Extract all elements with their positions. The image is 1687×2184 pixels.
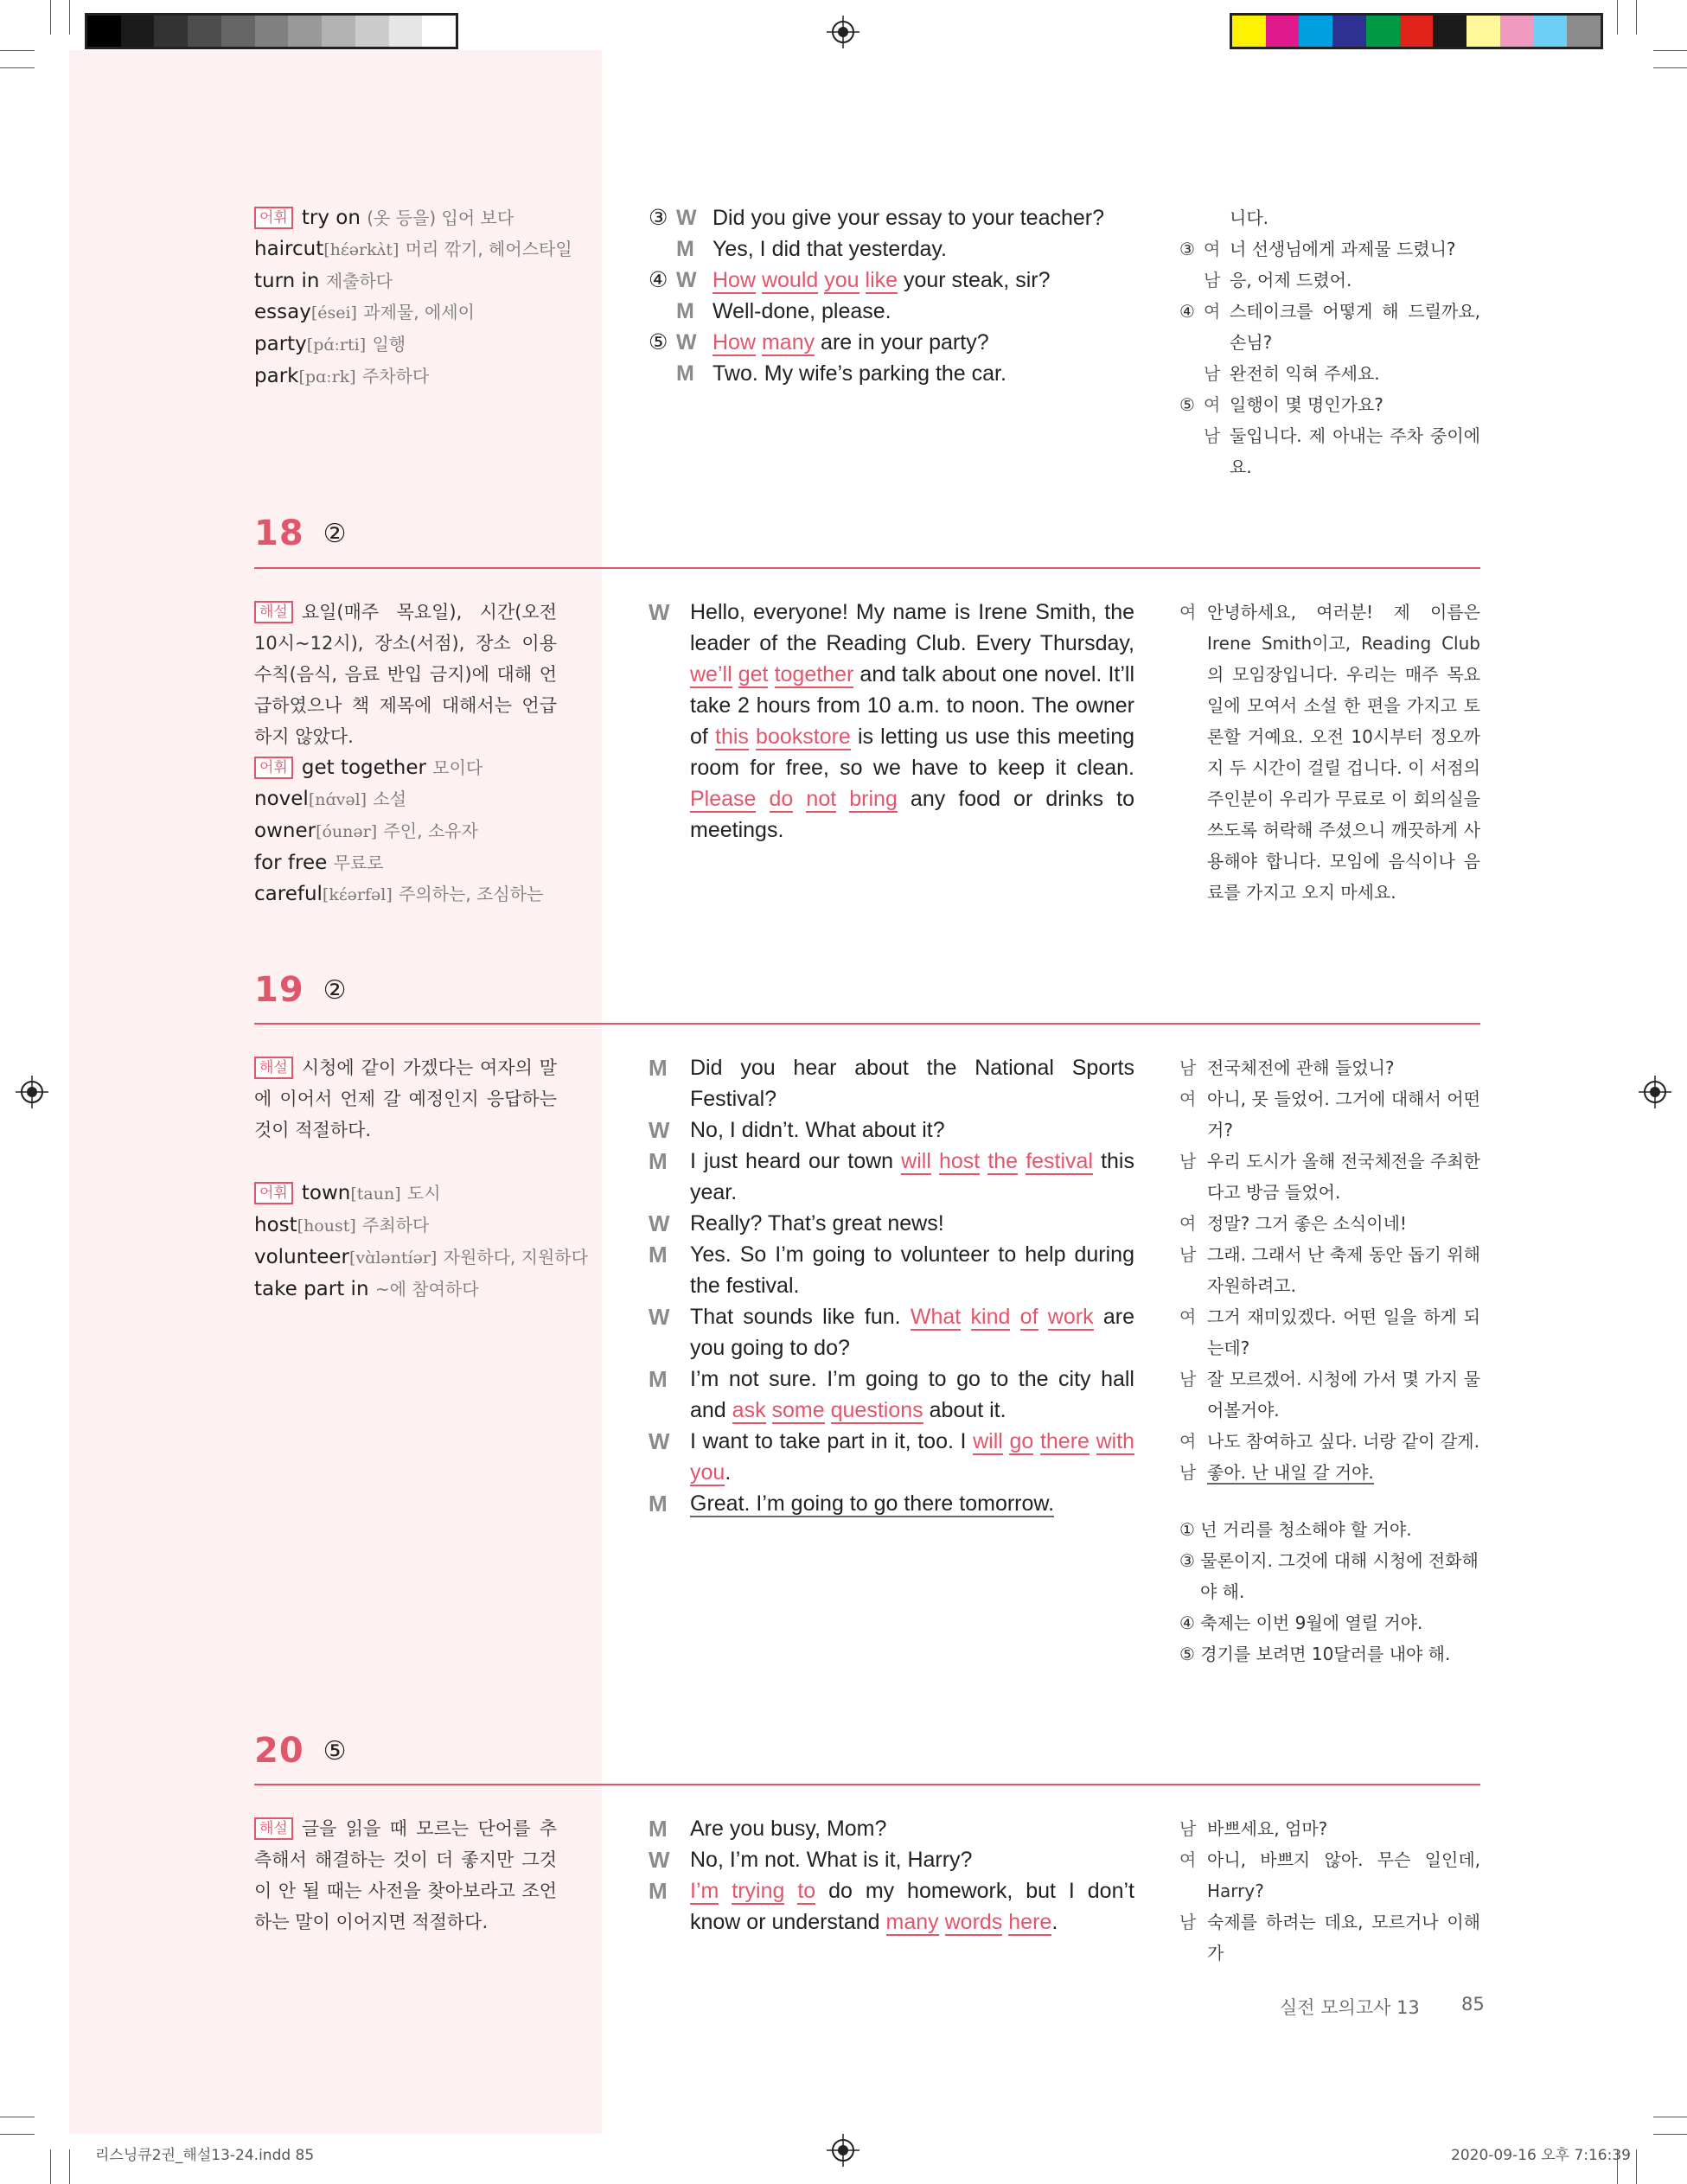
line-text: Really? That’s great news! [690,1211,944,1236]
line-text: 잘 모르겠어. 시청에 가서 몇 가지 물어볼거야. [1207,1369,1480,1421]
line-text: Two. My wife’s parking the car. [713,361,1006,386]
vocab-row [254,361,572,393]
highlighted-word: together [774,662,854,686]
korean-line [1179,1906,1480,1969]
q18-monologue: Hello, everyone! My name is Irene Smith, the leader of the Reading Club. Every Thursday, we’ll get together and talk about one novel. It’ll take 2 hours from 10 a.m. to noon. The owner of this bookstore is letting us use this meeting room for free, so we have to keep it clean. Please do not bring any food or drinks to meetings. [690,600,1134,842]
q20-rule [254,1784,1480,1785]
q19-vocab [254,1178,588,1305]
korean-line [1179,265,1480,296]
line-text: 응, 어제 드렸어. [1230,270,1352,291]
q18-header [254,514,347,553]
vocab-row [254,297,572,329]
vocab-pronunciation: [ései] [310,303,357,322]
vocab-word: owner [254,820,316,842]
line-text: Well-done, please. [713,299,891,323]
line-text: I’m trying to do my homework, but I don’t know or understand many words here. [690,1879,1134,1934]
vocab-meaning: 모이다 [432,757,483,778]
vocab-row [254,1178,588,1210]
swatch [1400,16,1434,47]
vocab-word: take part in [254,1278,369,1300]
vocab-word: town [301,1182,351,1204]
vocab-meaning: 일행 [372,334,406,354]
swatch [1299,16,1332,47]
speaker: M [649,1366,668,1392]
q19-dialogue [649,1052,1134,1519]
q18-answer: ② [323,518,347,549]
vocab-pronunciation: [kɛ́ərfəl] [322,885,393,904]
vocab-word: volunteer [254,1246,350,1268]
line-text: 스테이크를 어떻게 해 드릴까요, 손님? [1230,301,1480,353]
highlighted-word: get [738,662,769,686]
q19-rule [254,1023,1480,1025]
line-text: 숙제를 하려는 데요, 모르거나 이해가 [1207,1912,1480,1964]
vocab-row [254,1210,588,1242]
vocab-word: try on [301,207,361,229]
dialogue-line [649,1813,1134,1844]
q18-kr-text: 안녕하세요, 여러분! 제 이름은 Irene Smith이고, Reading Club의 모임장입니다. 우리는 매주 목요일에 모여서 소설 한 편을 가지고 토론할 거예요. 오전 10시부터 정오까지 두 시간이 걸릴 겁니다. 이 서점의 주인분이 우리가 무료로 이 회의실을 쓰도록 허락해 주셨으니 깨끗하게 사용해야 합니다. 모임에 음식이나 음료를 가지고 오지 마세요. [1207,602,1480,903]
speaker: 여 [1179,1431,1197,1452]
answer-line: Great. I’m going to go there tomorrow. [690,1491,1055,1516]
line-text [690,1491,1054,1517]
color-calibration-bar [1230,13,1603,49]
vocab-pronunciation: [pɑːrk] [298,367,356,386]
top-dialogue [649,202,1134,389]
q19-expl-tag: 해설 [254,1057,293,1079]
swatch [322,16,355,47]
korean-line [1179,1052,1480,1083]
vocab-word: park [254,365,299,387]
dialogue-line [649,1146,1134,1208]
q20-number: 20 [254,1731,304,1771]
choice-number: ⑤ [649,330,668,354]
line-text: 너 선생님에게 과제물 드렸니? [1230,239,1456,259]
speaker: 남 [1204,270,1221,291]
q19-explanation [254,1052,557,1146]
crop-mark [69,0,70,35]
highlighted-word: questions [830,1398,923,1422]
dialogue-line [649,358,1134,389]
swatch [1433,16,1467,47]
speaker: 여 [1179,1089,1197,1109]
dialogue-line [649,1363,1134,1426]
crop-mark [50,0,51,35]
dialogue-line [649,327,1134,358]
speaker: 남 [1179,1151,1197,1172]
vocab-meaning: 주의하는, 조심하는 [399,884,544,904]
registration-mark-top [827,16,859,48]
vocab-pronunciation: [óunər] [316,822,378,841]
korean-line [1179,1301,1480,1363]
option-translation: ① 넌 거리를 청소해야 할 거야. [1179,1519,1412,1540]
vocab-pronunciation: [vɑ̀ləntíər] [349,1248,438,1268]
q18-number: 18 [254,514,304,553]
vocab-row [254,815,543,847]
choice-number: ③ [1179,239,1195,259]
vocab-meaning: ~에 참여하다 [374,1279,479,1300]
korean-line [1179,1844,1480,1906]
line-text: Yes. So I’m going to volunteer to help during the festival. [690,1242,1134,1298]
print-file-name: 리스닝큐2권_해설13-24.indd 85 [95,2147,315,2164]
korean-line [1179,1146,1480,1208]
speaker: M [649,1148,668,1174]
highlighted-word: work [1047,1305,1094,1329]
vocab-meaning: 도시 [406,1183,441,1204]
swatch [121,16,155,47]
dialogue-line [649,1239,1134,1301]
q20-expl-text: 글을 읽을 때 모르는 단어를 추측해서 해결하는 것이 더 좋지만 그것이 안 될 때는 사전을 찾아보라고 조언하는 말이 이어지면 적절하다. [254,1818,557,1932]
dialogue-line [649,1844,1134,1875]
speaker: M [676,237,694,261]
speaker: 여 [1204,239,1221,259]
speaker: M [649,1055,668,1081]
vocab-tag: 어휘 [254,757,293,779]
swatch [1534,16,1568,47]
highlighted-word: How [713,330,757,354]
q18-dialogue [649,597,1134,846]
vocab-word: host [254,1214,297,1236]
line-text: How many are in your party? [713,330,989,354]
vocab-row [254,1274,588,1305]
vocab-word: turn in [254,270,320,292]
vocab-meaning: 무료로 [333,853,384,873]
q18-rule [254,567,1480,569]
vocab-word: essay [254,301,311,323]
highlighted-word: How [713,268,757,292]
highlighted-word: some [771,1398,825,1422]
highlighted-word: do [769,787,794,811]
highlighted-word: many [885,1910,939,1934]
q19-header [254,970,347,1010]
crop-mark [0,2134,35,2135]
option-translation: ④ 축제는 이번 9월에 열릴 거야. [1179,1612,1423,1633]
korean-line [1179,1813,1480,1844]
speaker: 남 [1179,1818,1197,1839]
q19-expl-text: 시청에 같이 가겠다는 여자의 말에 이어서 언제 갈 예정인지 응답하는 것이 적절하다. [254,1057,557,1140]
vocab-meaning: 주최하다 [362,1215,430,1236]
highlighted-word: here [1008,1910,1052,1934]
vocab-meaning: 주인, 소유자 [383,821,478,841]
speaker: 남 [1179,1912,1197,1932]
line-text: 전국체전에 관해 들었니? [1207,1057,1395,1078]
top-vocab [254,202,572,393]
swatch [1567,16,1601,47]
q20-expl-tag: 해설 [254,1817,293,1840]
highlighted-word: we’ll [690,662,732,686]
line-text: 아니, 못 들었어. 그거에 대해서 어떤 거? [1207,1089,1480,1140]
swatch [1500,16,1534,47]
option-translation: ⑤ 경기를 보려면 10달러를 내야 해. [1179,1644,1451,1664]
dialogue-line [649,1052,1134,1114]
q18-explanation [254,597,557,752]
line-text: I want to take part in it, too. I will go there with you. [690,1429,1135,1485]
crop-mark [69,2149,70,2184]
highlighted-word: many [761,330,815,354]
speaker: M [649,1878,668,1904]
speaker: 남 [1204,425,1221,446]
vocab-row [254,202,572,233]
vocab-meaning: 자원하다, 지원하다 [443,1247,588,1268]
crop-mark [1617,0,1618,35]
registration-mark-bottom [827,2134,859,2167]
speaker: 여 [1179,1213,1197,1234]
vocab-row [254,1242,588,1274]
choice-number: ④ [649,268,668,292]
gray-calibration-bar [85,13,458,49]
highlighted-word: the [987,1149,1019,1173]
vocab-meaning: 제출하다 [325,271,393,291]
korean-line [1179,389,1480,420]
swatch [422,16,456,47]
dialogue-line [649,1488,1134,1519]
speaker: 여 [1204,301,1221,322]
q18-expl-tag: 해설 [254,601,293,623]
q20-explanation [254,1813,557,1938]
highlighted-word: with [1096,1429,1135,1453]
vocab-row [254,265,572,297]
highlighted-word: What [910,1305,962,1329]
swatch [389,16,423,47]
highlighted-word: bring [849,787,898,811]
vocab-pronunciation: [hɛ́ərkʌ̀t] [323,240,399,259]
highlighted-word: not [806,787,837,811]
korean-line [1179,1426,1480,1457]
swatch [87,16,121,47]
q19-korean [1179,1052,1480,1670]
swatch [1332,16,1366,47]
speaker: M [649,1491,668,1517]
korean-line [1179,296,1480,358]
vocab-word: careful [254,883,323,905]
registration-mark-right [1639,1076,1671,1108]
q19-answer: ② [323,974,347,1006]
q19-number: 19 [254,970,304,1010]
vocab-word: for free [254,852,328,874]
highlighted-word: Please [690,787,757,811]
vocab-word: haircut [254,238,324,260]
korean-line [1179,1239,1480,1301]
swatch [255,16,289,47]
speaker: W [676,330,697,354]
line-text: I’m not sure. I’m going to go to the city hall and ask some questions about it. [690,1367,1134,1422]
q18-expl-text: 요일(매주 목요일), 시간(오전 10시~12시), 장소(서점), 장소 이용 수칙(음식, 음료 반입 금지)에 대해 언급하였으나 책 제목에 대해서는 언급하지 않았다. [254,602,557,747]
line-text: 둘입니다. 제 아내는 주차 중이에요. [1230,425,1480,477]
line-text: 아니, 바쁘지 않아. 무슨 일인데, Harry? [1207,1849,1480,1901]
dialogue-line [649,1301,1134,1363]
speaker: W [649,1428,670,1454]
crop-mark [1653,2134,1687,2135]
choice-number: ⑤ [1179,394,1195,415]
speaker: M [649,1242,668,1268]
line-text: 그거 재미있겠다. 어떤 일을 하게 되는데? [1207,1306,1480,1358]
line-text: I just heard our town will host the festival this year. [690,1149,1134,1204]
dialogue-line [649,1208,1134,1239]
swatch [154,16,188,47]
speaker: W [649,1117,670,1143]
speaker: 남 [1179,1057,1197,1078]
speaker: W [676,206,697,230]
q18-kr-speaker: 여 [1179,602,1197,623]
highlighted-word: kind [970,1305,1011,1329]
highlighted-word: ask [732,1398,766,1422]
highlighted-word: go [1009,1429,1034,1453]
crop-mark [1636,2149,1637,2184]
vocab-word: get together [301,757,426,779]
line-text: Did you hear about the National Sports Festival? [690,1056,1134,1111]
crop-mark [1653,50,1687,51]
crop-mark [0,67,35,68]
highlighted-word: would [761,268,819,292]
highlighted-word: will [973,1429,1003,1453]
vocab-word: party [254,333,307,355]
korean-line [1179,1208,1480,1239]
line-text: Yes, I did that yesterday. [713,237,947,261]
line-text: 정말? 그거 좋은 소식이네! [1207,1213,1407,1234]
vocab-row [254,878,543,910]
swatch [221,16,255,47]
speaker: M [676,299,694,323]
speaker: M [676,361,694,386]
vocab-row [254,233,572,265]
print-timestamp: 2020-09-16 오후 7:16:39 [1451,2147,1631,2164]
swatch [355,16,389,47]
page-number: 85 [1461,1994,1485,2015]
highlighted-word: words [944,1910,1003,1934]
korean-line [1179,233,1480,265]
highlighted-word: you [690,1460,725,1485]
swatch [1232,16,1266,47]
speaker: W [649,1847,670,1873]
line-text: Are you busy, Mom? [690,1817,887,1841]
dialogue-line [649,265,1134,296]
registration-mark-left [16,1076,48,1108]
highlighted-word: bookstore [756,725,851,749]
q18-vocab [254,752,543,910]
vocab-word: novel [254,788,309,810]
line-text: How would you like your steak, sir? [713,268,1051,292]
vocab-pronunciation: [nɑ́vəl] [308,790,367,809]
line-text: 바쁘세요, 엄마? [1207,1818,1328,1839]
korean-line [1179,1083,1480,1146]
highlighted-word: I’m [690,1879,719,1903]
vocab-row [254,847,543,878]
vocab-meaning: 소설 [373,789,407,809]
swatch [1266,16,1300,47]
vocab-meaning: 머리 깎기, 헤어스타일 [405,239,572,259]
vocab-meaning: 과제물, 에세이 [363,302,475,322]
dialogue-line [649,296,1134,327]
highlighted-word: you [824,268,859,292]
speaker: W [649,1304,670,1330]
dialogue-line [649,233,1134,265]
korean-line [1179,1457,1480,1488]
speaker: 남 [1179,1462,1197,1483]
dialogue-line [649,1114,1134,1146]
line-text: That sounds like fun. What kind of work are you going to do? [690,1305,1134,1360]
vocab-row [254,329,572,361]
line-text: Did you give your essay to your teacher? [713,206,1105,230]
option-translation: ③ 물론이지. 그것에 대해 시청에 전화해야 해. [1179,1550,1479,1602]
highlighted-word: there [1039,1429,1090,1453]
crop-mark [1636,0,1637,35]
highlighted-word: this [715,725,749,749]
line-text: 우리 도시가 올해 전국체전을 주최한다고 방금 들었어. [1207,1151,1480,1203]
vocab-pronunciation: [houst] [297,1217,356,1236]
line-text: 완전히 익혀 주세요. [1230,363,1380,384]
highlighted-word: festival [1026,1149,1093,1173]
q18-speaker: W [649,599,670,625]
vocab-pronunciation: [pɑ́ːrti] [306,335,367,354]
speaker: W [676,268,697,292]
line-text: No, I didn’t. What about it? [690,1118,945,1142]
highlighted-word: like [865,268,898,292]
korean-line [1179,1363,1480,1426]
line-text: 좋아. 난 내일 갈 거야. [1207,1462,1374,1483]
q20-dialogue [649,1813,1134,1938]
q20-header [254,1731,347,1771]
q20-answer: ⑤ [323,1735,347,1766]
speaker: 여 [1179,1849,1197,1870]
korean-line [1179,358,1480,389]
highlighted-word: trying [732,1879,785,1903]
line-text: 일행이 몇 명인가요? [1230,394,1383,415]
crop-mark [50,2149,51,2184]
swatch [188,16,221,47]
dialogue-line [649,1875,1134,1938]
korean-line [1179,202,1480,233]
speaker: 남 [1204,363,1221,384]
line-text: 나도 참여하고 싶다. 너랑 같이 갈게. [1207,1431,1479,1452]
choice-number: ③ [649,206,668,230]
swatch [1467,16,1500,47]
speaker: 남 [1179,1244,1197,1265]
page-section-label: 실전 모의고사 13 [1280,1997,1420,2018]
vocab-pronunciation: [taun] [350,1185,401,1204]
vocab-meaning: 주차하다 [361,366,430,386]
q18-korean [1179,597,1480,908]
korean-line [1179,420,1480,482]
swatch [1366,16,1400,47]
highlighted-word: host [938,1149,981,1173]
highlighted-word: of [1019,1305,1038,1329]
vocab-tag: 어휘 [254,1182,293,1204]
line-text: 니다. [1230,208,1268,228]
vocab-row [254,783,543,815]
highlighted-word: will [901,1149,931,1173]
top-korean [1179,202,1480,482]
vocab-meaning: (옷 등을) 입어 보다 [367,208,514,228]
crop-mark [1653,67,1687,68]
speaker: 남 [1179,1369,1197,1389]
q20-korean [1179,1813,1480,1969]
line-text: No, I’m not. What is it, Harry? [690,1848,973,1872]
highlighted-word: to [797,1879,816,1903]
vocab-tag: 어휘 [254,207,293,229]
vocab-row [254,752,543,783]
choice-number: ④ [1179,301,1195,322]
speaker: 여 [1204,394,1221,415]
speaker: W [649,1210,670,1236]
spacer [1179,1488,1480,1514]
dialogue-line [649,1426,1134,1488]
speaker: 여 [1179,1306,1197,1327]
swatch [288,16,322,47]
crop-mark [0,50,35,51]
speaker: M [649,1816,668,1842]
dialogue-line [649,202,1134,233]
line-text: 그래. 그래서 난 축제 동안 돕기 위해 자원하려고. [1207,1244,1480,1296]
